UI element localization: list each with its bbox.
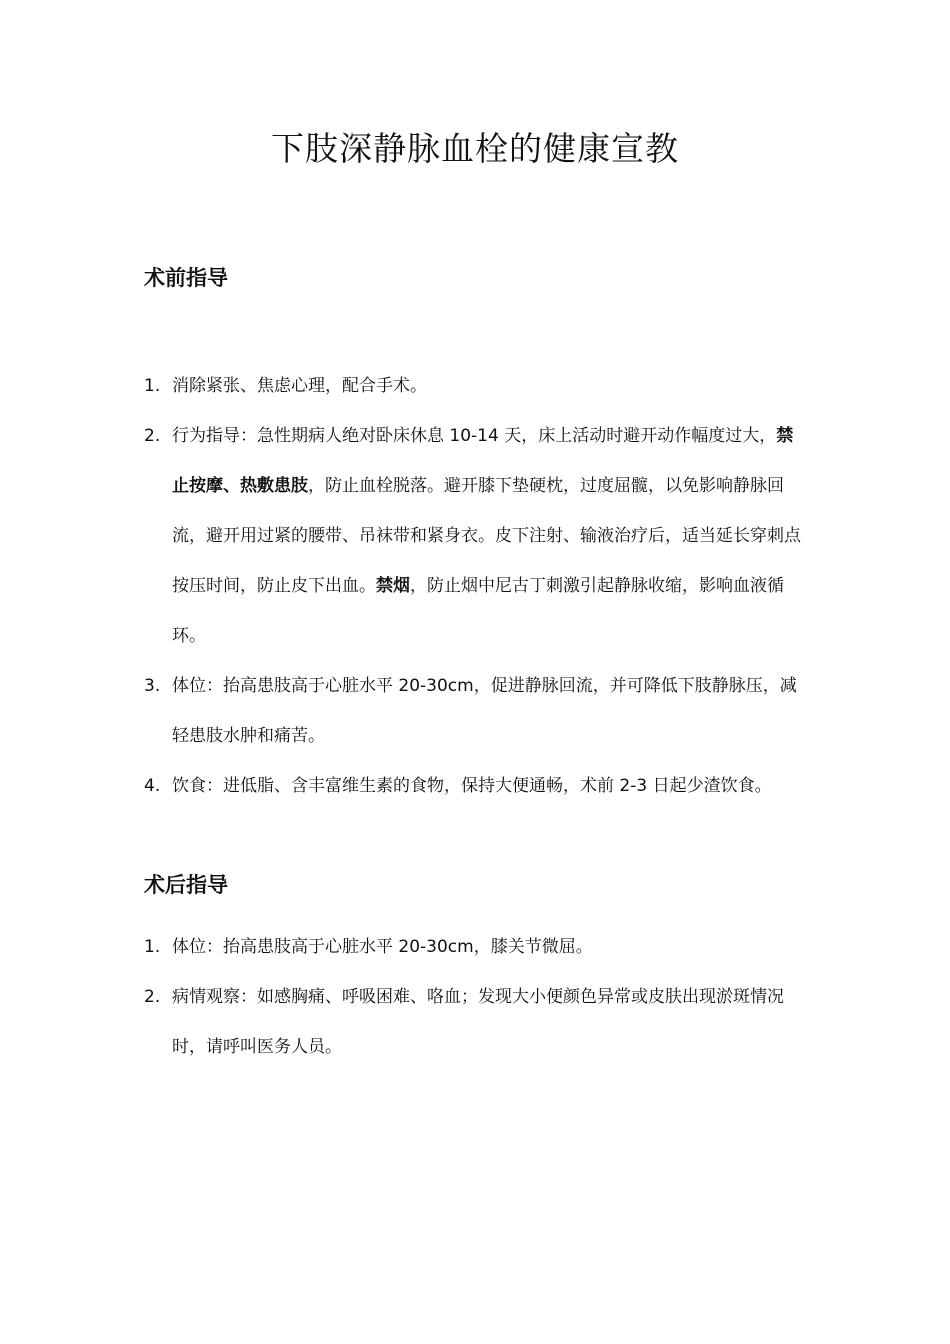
postop-list <box>144 922 810 1072</box>
postop-item-2 <box>144 972 810 1072</box>
warning-no-massage: 禁止按摩、热敷患肢 <box>172 426 794 496</box>
preop-item-2-text-part2: ，防止血栓脱落。避开膝下垫硬枕，过度屈髋，以免影响静脉回流，避开用过紧的腰带、吊袜带和紧身衣。皮下注射、输液治疗后，适当延长穿刺点按压时间，防止皮下出血。 <box>172 476 801 596</box>
preop-list <box>144 361 810 811</box>
preop-item-2-text-part3: ，防止烟中尼古丁刺激引起静脉收缩，影响血液循环。 <box>172 576 784 646</box>
list-number: 3. <box>144 676 161 696</box>
list-number: 2. <box>144 426 161 446</box>
list-number: 4. <box>144 776 161 796</box>
preop-item-2 <box>144 411 810 661</box>
preop-item-4-text: 饮食：进低脂、含丰富维生素的食物，保持大便通畅，术前 2-3 日起少渣饮食。 <box>172 776 772 796</box>
postop-item-1 <box>144 922 810 972</box>
preop-item-1-text: 消除紧张、焦虑心理，配合手术。 <box>172 376 427 396</box>
warning-no-smoking: 禁烟 <box>376 576 410 596</box>
postop-item-2-text: 病情观察：如感胸痛、呼吸困难、咯血；发现大小便颜色异常或皮肤出现淤斑情况时，请呼叫医务人员。 <box>172 987 784 1057</box>
postop-item-1-text: 体位：抬高患肢高于心脏水平 20-30cm，膝关节微屈。 <box>172 937 593 957</box>
list-number: 2. <box>144 987 161 1007</box>
list-number: 1. <box>144 376 161 396</box>
section-heading-postop: 术后指导 <box>144 873 228 897</box>
list-number: 1. <box>144 937 161 957</box>
section-heading-preop: 术前指导 <box>144 266 228 290</box>
preop-item-3-text: 体位：抬高患肢高于心脏水平 20-30cm，促进静脉回流，并可降低下肢静脉压，减轻患肢水肿和痛苦。 <box>172 676 797 746</box>
preop-item-1 <box>144 361 810 411</box>
preop-item-4 <box>144 761 810 811</box>
preop-item-2-text-part1: 行为指导：急性期病人绝对卧床休息 10-14 天，床上活动时避开动作幅度过大， <box>172 426 777 446</box>
document-title: 下肢深静脉血栓的健康宣教 <box>271 129 679 168</box>
preop-item-3 <box>144 661 810 761</box>
